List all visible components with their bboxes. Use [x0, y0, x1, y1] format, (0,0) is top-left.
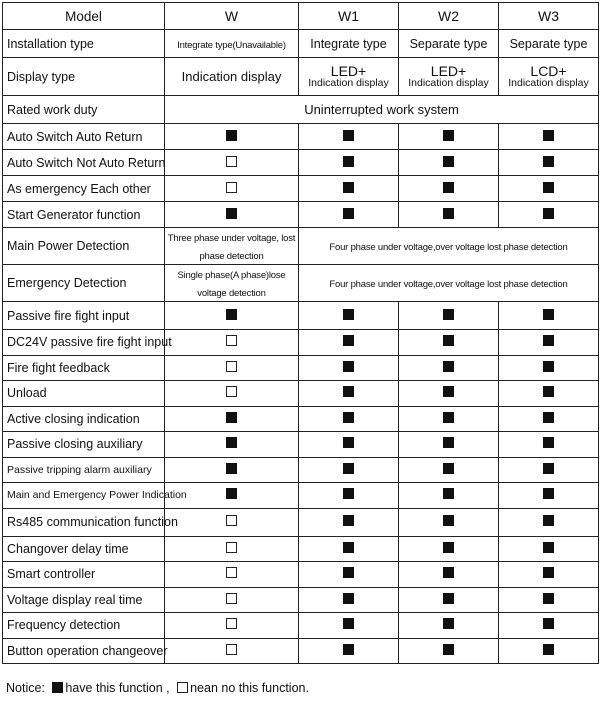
filled-square-icon: [443, 515, 454, 526]
display-w: Indication display: [181, 68, 282, 84]
filled-square-icon: [343, 361, 354, 372]
feature-row: [3, 176, 599, 202]
feature-row: [3, 432, 599, 458]
filled-square-icon: [443, 567, 454, 578]
filled-square-icon: [443, 156, 454, 167]
notice-have-text: have this function ,: [65, 681, 170, 695]
empty-square-icon: [226, 515, 237, 526]
model-header: Model: [3, 3, 165, 30]
filled-square-icon: [543, 309, 554, 320]
feature-row: [3, 457, 599, 483]
empty-square-icon: [226, 644, 237, 655]
filled-square-icon: [343, 618, 354, 629]
filled-square-icon: [226, 130, 237, 141]
emergency-detection-row: [3, 265, 599, 302]
feature-label: Passive closing auxiliary: [3, 432, 165, 458]
filled-square-icon: [543, 542, 554, 553]
model-w: W: [165, 3, 299, 30]
filled-square-icon: [543, 130, 554, 141]
filled-square-icon: [543, 488, 554, 499]
filled-square-icon: [543, 437, 554, 448]
display-w3-top: LCD+: [530, 62, 567, 79]
filled-square-icon: [443, 208, 454, 219]
feature-row: [3, 355, 599, 381]
filled-square-icon: [343, 644, 354, 655]
empty-square-icon: [177, 682, 188, 693]
feature-table: [2, 2, 599, 664]
feature-row: [3, 638, 599, 664]
filled-square-icon: [343, 335, 354, 346]
feature-label: Rs485 communication function: [3, 508, 165, 536]
feature-row: [3, 536, 599, 562]
filled-square-icon: [543, 156, 554, 167]
emergency-detection-rest: Four phase under voltage,over voltage lost phase detection: [329, 279, 568, 290]
filled-square-icon: [343, 386, 354, 397]
feature-row: [3, 124, 599, 150]
installation-w2: Separate type: [409, 36, 488, 51]
filled-square-icon: [343, 208, 354, 219]
model-w1: W1: [299, 3, 399, 30]
model-w2: W2: [399, 3, 499, 30]
filled-square-icon: [543, 335, 554, 346]
empty-square-icon: [226, 156, 237, 167]
main-power-detection-w: Three phase under voltage, lost phase detection: [167, 233, 296, 262]
feature-row: [3, 508, 599, 536]
filled-square-icon: [543, 618, 554, 629]
main-power-detection-rest: Four phase under voltage,over voltage lost phase detection: [329, 242, 568, 253]
feature-label: Fire fight feedback: [3, 355, 165, 381]
header-row: [3, 3, 599, 30]
notice: [6, 681, 309, 695]
emergency-detection-label: Emergency Detection: [3, 265, 165, 302]
filled-square-icon: [443, 644, 454, 655]
filled-square-icon: [443, 182, 454, 193]
empty-square-icon: [226, 386, 237, 397]
feature-label: Active closing indication: [3, 406, 165, 432]
filled-square-icon: [443, 309, 454, 320]
filled-square-icon: [543, 593, 554, 604]
feature-row: [3, 302, 599, 330]
feature-row: [3, 483, 599, 509]
duty-value: Uninterrupted work system: [304, 101, 459, 117]
filled-square-icon: [343, 437, 354, 448]
filled-square-icon: [543, 412, 554, 423]
filled-square-icon: [543, 644, 554, 655]
filled-square-icon: [343, 515, 354, 526]
empty-square-icon: [226, 361, 237, 372]
filled-square-icon: [343, 182, 354, 193]
filled-square-icon: [443, 437, 454, 448]
filled-square-icon: [226, 412, 237, 423]
display-w3-bottom: Indication display: [508, 76, 589, 89]
filled-square-icon: [52, 682, 63, 693]
feature-row: [3, 150, 599, 176]
empty-square-icon: [226, 335, 237, 346]
feature-label: Auto Switch Auto Return: [3, 124, 165, 150]
feature-label: Unload: [3, 381, 165, 407]
filled-square-icon: [343, 488, 354, 499]
filled-square-icon: [443, 130, 454, 141]
feature-row: [3, 330, 599, 356]
feature-label: DC24V passive fire fight input: [3, 330, 165, 356]
display-w1-bottom: Indication display: [308, 76, 389, 89]
feature-label: Button operation changeover: [3, 638, 165, 664]
filled-square-icon: [443, 386, 454, 397]
feature-label: Passive fire fight input: [3, 302, 165, 330]
feature-row: [3, 613, 599, 639]
duty-label: Rated work duty: [3, 96, 165, 124]
filled-square-icon: [443, 488, 454, 499]
display-w1-top: LED+: [330, 62, 367, 79]
filled-square-icon: [543, 515, 554, 526]
feature-label: Main and Emergency Power Indication: [3, 483, 165, 509]
filled-square-icon: [443, 542, 454, 553]
installation-w1: Integrate type: [310, 36, 387, 51]
filled-square-icon: [343, 567, 354, 578]
filled-square-icon: [343, 309, 354, 320]
empty-square-icon: [226, 618, 237, 629]
feature-label: Frequency detection: [3, 613, 165, 639]
installation-label: Installation type: [3, 30, 165, 58]
model-w3: W3: [499, 3, 599, 30]
installation-w: Integrate type(Unavailable): [177, 39, 286, 51]
feature-label: Smart controller: [3, 562, 165, 588]
filled-square-icon: [443, 361, 454, 372]
feature-label: Start Generator function: [3, 202, 165, 228]
emergency-detection-w: Single phase(A phase)lose voltage detection: [177, 270, 286, 299]
filled-square-icon: [343, 412, 354, 423]
installation-w3: Separate type: [509, 36, 588, 51]
feature-row: [3, 202, 599, 228]
display-row: [3, 58, 599, 96]
filled-square-icon: [343, 463, 354, 474]
filled-square-icon: [443, 463, 454, 474]
installation-row: [3, 30, 599, 58]
feature-label: Changover delay time: [3, 536, 165, 562]
filled-square-icon: [343, 130, 354, 141]
filled-square-icon: [343, 542, 354, 553]
feature-row: [3, 381, 599, 407]
main-power-detection-label: Main Power Detection: [3, 228, 165, 265]
display-w2-bottom: Indication display: [408, 76, 489, 89]
filled-square-icon: [543, 567, 554, 578]
display-label: Display type: [3, 58, 165, 96]
filled-square-icon: [226, 208, 237, 219]
feature-label: Auto Switch Not Auto Return: [3, 150, 165, 176]
filled-square-icon: [543, 182, 554, 193]
empty-square-icon: [226, 182, 237, 193]
filled-square-icon: [543, 463, 554, 474]
empty-square-icon: [226, 542, 237, 553]
notice-mean-text: nean no this function.: [190, 681, 309, 695]
filled-square-icon: [443, 593, 454, 604]
notice-label: Notice:: [6, 681, 45, 695]
filled-square-icon: [443, 618, 454, 629]
filled-square-icon: [343, 156, 354, 167]
feature-row: [3, 406, 599, 432]
empty-square-icon: [226, 593, 237, 604]
filled-square-icon: [543, 208, 554, 219]
filled-square-icon: [343, 593, 354, 604]
feature-row: [3, 587, 599, 613]
feature-row: [3, 562, 599, 588]
filled-square-icon: [226, 488, 237, 499]
empty-square-icon: [226, 567, 237, 578]
duty-row: [3, 96, 599, 124]
filled-square-icon: [543, 361, 554, 372]
feature-label: Passive tripping alarm auxiliary: [3, 457, 165, 483]
filled-square-icon: [543, 386, 554, 397]
filled-square-icon: [226, 309, 237, 320]
filled-square-icon: [443, 335, 454, 346]
display-w2-top: LED+: [430, 62, 467, 79]
filled-square-icon: [226, 437, 237, 448]
feature-label: Voltage display real time: [3, 587, 165, 613]
main-power-detection-row: [3, 228, 599, 265]
filled-square-icon: [226, 463, 237, 474]
filled-square-icon: [443, 412, 454, 423]
feature-label: As emergency Each other: [3, 176, 165, 202]
